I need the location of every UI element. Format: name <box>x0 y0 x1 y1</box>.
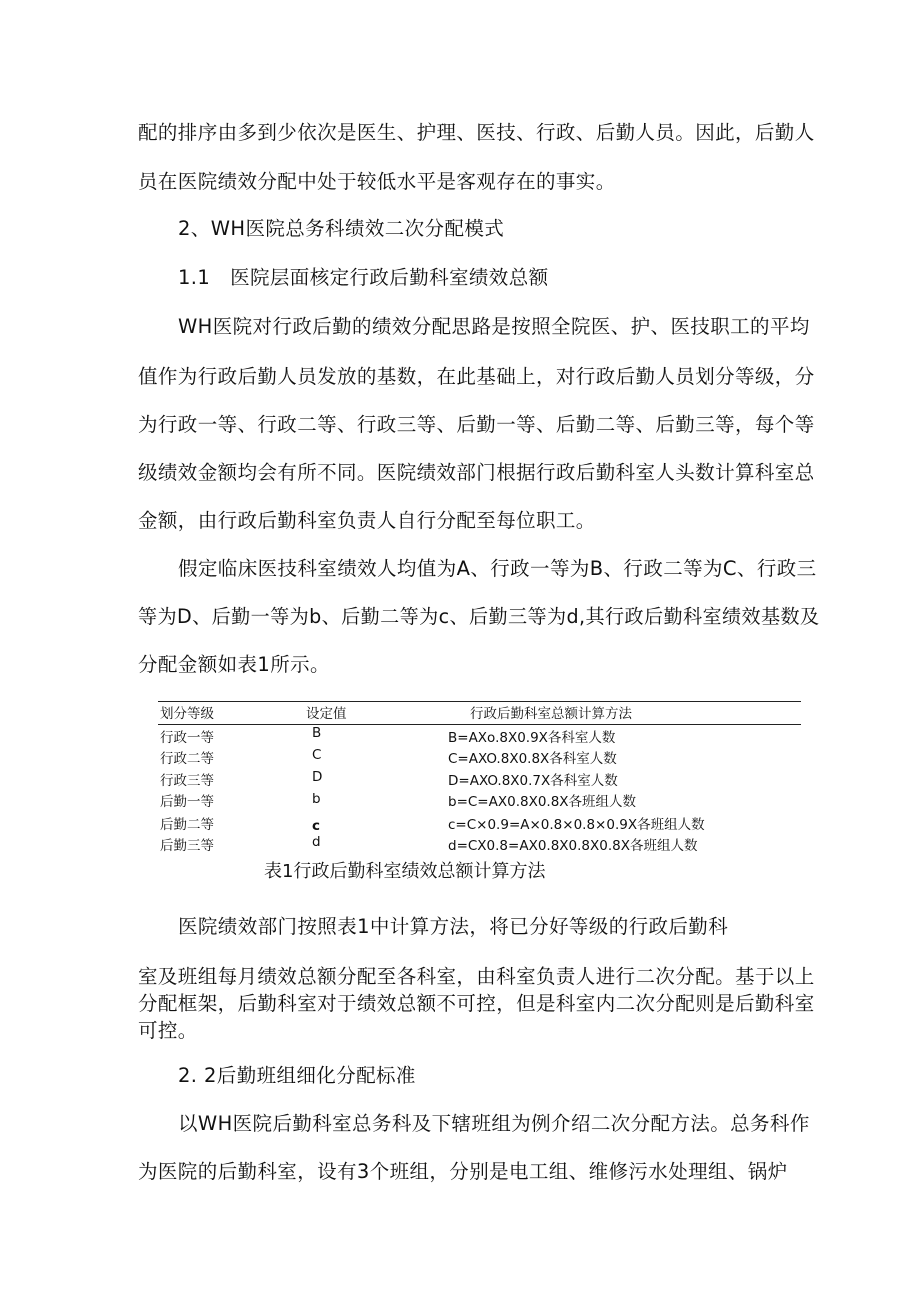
table-cell-grade: 行政三等 <box>160 773 214 789</box>
table-top-rule <box>158 701 801 702</box>
paragraph-line: 级绩效金额均会有所不同。医院绩效部门根据行政后勤科室人头数计算科室总 <box>138 461 815 484</box>
table-caption: 表1行政后勤科室绩效总额计算方法 <box>264 861 546 882</box>
table-header-value: 设定值 <box>306 706 347 722</box>
paragraph-line: 以WH医院后勤科室总务科及下辖班组为例介绍二次分配方法。总务科作 <box>178 1112 810 1135</box>
paragraph-line: 室及班组每月绩效总额分配至各科室，由科室负责人进行二次分配。基于以上 <box>138 965 815 988</box>
subsection-heading: 1.1 医院层面核定行政后勤科室绩效总额 <box>178 266 549 289</box>
table-header-rule <box>158 724 801 725</box>
table-header-formula: 行政后勤科室总额计算方法 <box>470 706 632 722</box>
table-cell-value: D <box>312 769 323 785</box>
section-heading: 2、WH医院总务科绩效二次分配模式 <box>178 217 505 240</box>
table-cell-grade: 后勤二等 <box>160 817 214 833</box>
table-cell-formula: B=AXo.8X0.9X各科室人数 <box>448 730 616 746</box>
paragraph-line: WH医院对行政后勤的绩效分配思路是按照全院医、护、医技职工的平均 <box>178 315 810 338</box>
table-cell-grade: 行政一等 <box>160 730 214 746</box>
table-cell-formula: d=CX0.8=AX0.8X0.8X0.8X各班组人数 <box>448 838 698 854</box>
paragraph-line: 等为D、后勤一等为b、后勤二等为c、后勤三等为d,其行政后勤科室绩效基数及 <box>138 605 820 628</box>
paragraph-line: 可控。 <box>138 1019 198 1042</box>
paragraph-line: 配的排序由多到少依次是医生、护理、医技、行政、后勤人员。因此，后勤人 <box>138 121 815 144</box>
table-cell-formula: C=AXO.8X0.8X各科室人数 <box>448 751 617 767</box>
paragraph-line: 金额，由行政后勤科室负责人自行分配至每位职工。 <box>138 509 596 532</box>
table-cell-formula: b=C=AX0.8X0.8X各班组人数 <box>448 794 637 810</box>
table-cell-value: C <box>312 747 322 763</box>
table-cell-formula: D=AXO.8X0.7X各科室人数 <box>448 773 618 789</box>
table-cell-value: d <box>312 834 321 850</box>
paragraph-line: 值作为行政后勤人员发放的基数，在此基础上，对行政后勤人员划分等级，分 <box>138 365 815 388</box>
paragraph-line: 为医院的后勤科室，设有3个班组，分别是电工组、维修污水处理组、锅炉 <box>138 1160 788 1183</box>
table-header-grade: 划分等级 <box>160 706 214 722</box>
paragraph-line: 员在医院绩效分配中处于较低水平是客观存在的事实。 <box>138 170 616 193</box>
paragraph-line: 分配金额如表1所示。 <box>138 653 330 676</box>
table-cell-value: b <box>312 791 321 807</box>
table-cell-value: c <box>312 818 321 834</box>
table-cell-formula: c=C×0.9=A×0.8×0.8×0.9X各班组人数 <box>448 817 705 833</box>
table-cell-grade: 后勤一等 <box>160 794 214 810</box>
paragraph-line: 分配框架，后勤科室对于绩效总额不可控，但是科室内二次分配则是后勤科室 <box>138 992 815 1015</box>
paragraph-line: 为行政一等、行政二等、行政三等、后勤一等、后勤二等、后勤三等，每个等 <box>138 413 815 436</box>
table-cell-grade: 后勤三等 <box>160 838 214 854</box>
table-cell-value: B <box>312 725 322 741</box>
subsection-heading: 2. 2后勤班组细化分配标准 <box>178 1064 416 1087</box>
paragraph-line: 医院绩效部门按照表1中计算方法，将已分好等级的行政后勤科 <box>178 915 729 938</box>
paragraph-line: 假定临床医技科室绩效人均值为A、行政一等为B、行政二等为C、行政三 <box>178 557 817 580</box>
table-cell-grade: 行政二等 <box>160 751 214 767</box>
